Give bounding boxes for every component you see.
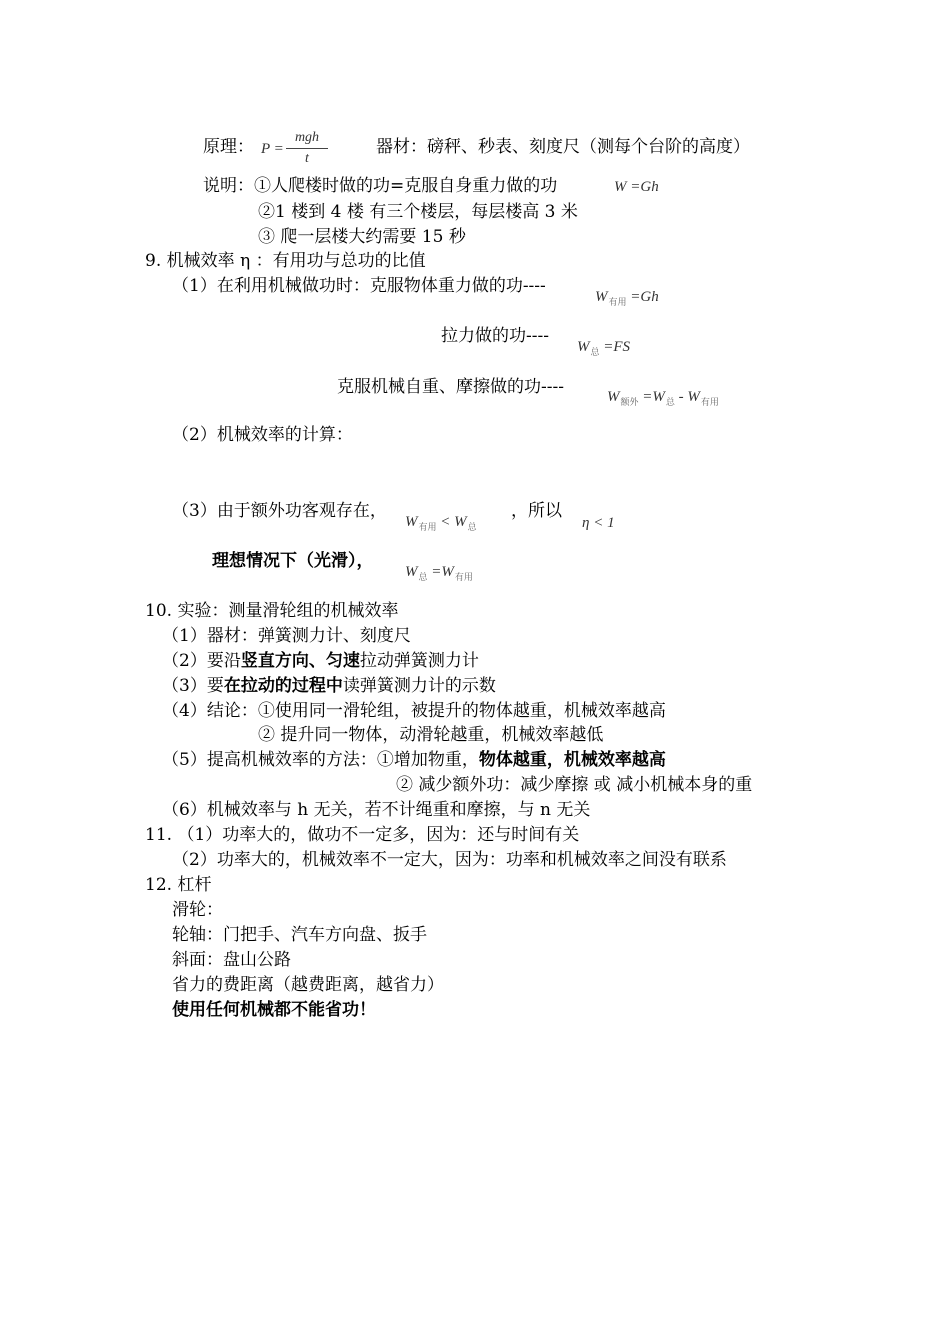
fraction-bar: [286, 148, 328, 149]
section-10-heading: 10. 实验：测量滑轮组的机械效率: [145, 601, 399, 621]
exp-item-4: （4）结论：①使用同一滑轮组，被提升的物体越重，机械效率越高: [162, 701, 666, 721]
useful-work-formula: $W_{有用} =Gh$: [595, 289, 659, 308]
principle-label: 原理：: [203, 137, 254, 157]
note-2: ②1 楼到 4 楼 有三个楼层，每层楼高 3 米: [258, 202, 578, 222]
no-work-saving-conclusion: 使用任何机械都不能省功！: [172, 1000, 376, 1020]
section-11-line-1: 11. （1）功率大的，做功不一定多，因为：还与时间有关: [145, 825, 580, 845]
exp-item-3: （3）要在拉动的过程中读弹簧测力计的示数: [162, 676, 496, 696]
useful-less-total-formula: $W_{有用} < W_总$: [405, 514, 477, 533]
pull-work-text: 拉力做的功----: [441, 326, 549, 346]
exp-item-6: （6）机械效率与 h 无关，若不计绳重和摩擦，与 n 无关: [162, 800, 591, 820]
power-formula-lhs: P =: [261, 141, 284, 157]
section-12-heading: 12. 杠杆: [145, 875, 212, 895]
pulley-line: 滑轮：: [172, 900, 223, 920]
wheel-axle-line: 轮轴：门把手、汽车方向盘、扳手: [172, 925, 427, 945]
note-1-formula: W =Gh: [614, 179, 659, 195]
extra-work-formula: $W_{额外} =W_总 - W_{有用}$: [607, 389, 719, 408]
exp-item-4-2: ② 提升同一物体，动滑轮越重，机械效率越低: [258, 725, 604, 745]
force-distance-rule: 省力的费距离（越费距离，越省力）: [172, 975, 444, 995]
efficiency-calc-text: （2）机械效率的计算：: [172, 425, 353, 445]
note-1: 说明：①人爬楼时做的功=克服自身重力做的功: [203, 176, 558, 196]
power-formula-denominator: t: [305, 151, 309, 166]
exp-item-5-2: ② 减少额外功：减少摩擦 或 减小机械本身的重: [396, 775, 753, 795]
power-formula-numerator: mgh: [294, 130, 320, 145]
exp-item-1: （1）器材：弹簧测力计、刻度尺: [162, 626, 411, 646]
eta-less-than-one: η < 1: [582, 515, 615, 531]
extra-work-exists-text: （3）由于额外功客观存在，: [172, 501, 387, 521]
exp-item-5: （5）提高机械效率的方法：①增加物重，物体越重，机械效率越高: [162, 750, 666, 770]
section-9-heading: 9. 机械效率 η ：有用功与总功的比值: [145, 251, 426, 271]
section-11-line-2: （2）功率大的，机械效率不一定大，因为：功率和机械效率之间没有联系: [172, 850, 727, 870]
extra-work-text: 克服机械自重、摩擦做的功----: [337, 377, 564, 397]
ideal-case-formula: $W_总 =W_{有用}$: [405, 564, 473, 583]
note-3: ③ 爬一层楼大约需要 15 秒: [258, 227, 466, 247]
power-formula-fraction: [286, 130, 328, 167]
total-work-formula: $W_总 =FS$: [577, 339, 631, 358]
useful-work-text: （1）在利用机械做功时：克服物体重力做的功----: [172, 276, 546, 296]
ideal-case-text: 理想情况下（光滑），: [212, 551, 374, 571]
so-text: ，所以: [511, 501, 562, 521]
equipment-text: 器材：磅秤、秒表、刻度尺（测每个台阶的高度）: [376, 137, 750, 157]
exp-item-2: （2）要沿竖直方向、匀速拉动弹簧测力计: [162, 651, 479, 671]
incline-line: 斜面：盘山公路: [172, 950, 291, 970]
